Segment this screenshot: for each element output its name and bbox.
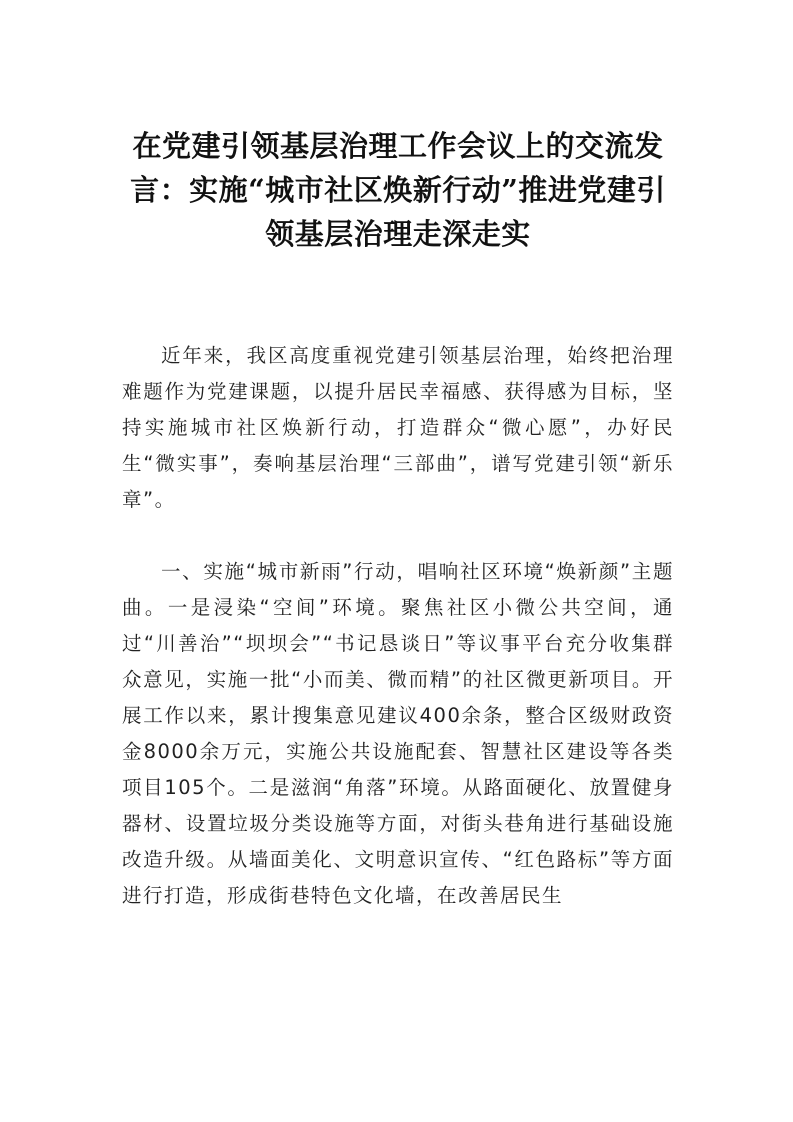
paragraph-intro: 近年来，我区高度重视党建引领基层治理，始终把治理难题作为党建课题，以提升居民幸福感、获得感为目标，坚持实施城市社区焕新行动，打造群众“微心愿”，办好民生“微实事”，奏响基层治理“三部曲”，谱写党建引领“新乐章”。 [122,344,674,511]
paragraph-section-one: 一、实施“城市新雨”行动，唱响社区环境“焕新颜”主题曲。一是浸染“空间”环境。聚焦社区小微公共空间，通过“川善治”“坝坝会”“书记恳谈日”等议事平台充分收集群众意见，实施一批“小而美、微而精”的社区微更新项目。开展工作以来，累计搜集意见建议400余条，整合区级财政资金8000余万元，实施公共设施配套、智慧社区建设等各类项目105个。二是滋润“角落”环境。从路面硬化、放置健身器材、设置垃圾分类设施等方面，对街头巷角进行基础设施改造升级。从墙面美化、文明意识宣传、“红色路标”等方面进行打造，形成街巷特色文化墙，在改善居民生 [122,560,674,907]
document-title: 在党建引领基层治理工作会议上的交流发言：实施“城市社区焕新行动”推进党建引领基层治理走深走实 [130,129,666,251]
document-body [122,338,674,914]
